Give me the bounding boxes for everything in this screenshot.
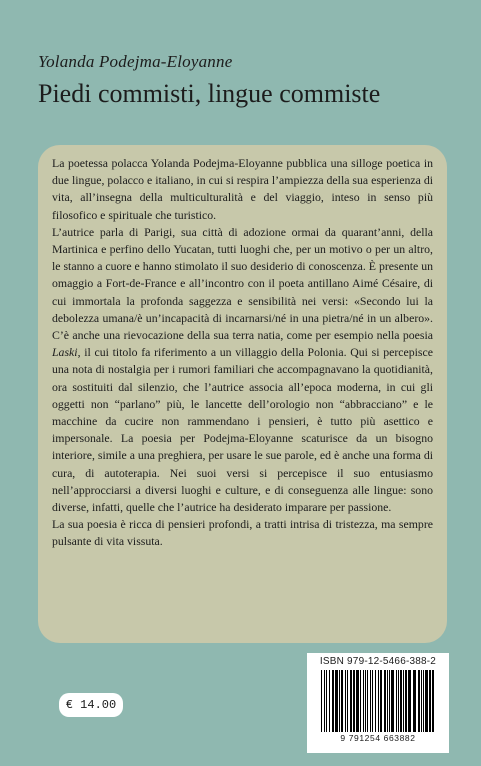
blurb-paragraph-1: La poetessa polacca Yolanda Podejma-Eloyanne pubblica una silloge poetica in due lingue, polacco e italiano, in cui si respira l’ampiezza della sua esperienza di vita, all’insegna della multiculturalità e del viaggio, inteso in senso più filosofico e spirituale che turistico. [52,156,433,222]
isbn-label: ISBN 979-12-5466-388-2 [319,656,437,667]
isbn-barcode-box [307,653,449,753]
blurb-paragraph-2-part-b: , il cui titolo fa riferimento a un villaggio della Polonia. Qui si percepisce una nota di nostalgia per i rumori familiari che accompagnavano la quotidianità, ora sostituiti dal silenzio, che l’autrice associa all’epoca moderna, in cui gli oggetti non “parlano” più, le lancette dell’orologio non “abbracciano” e le macchine da cucire non rammendano i pensieri, è tutto più asettico e impersonale. La poesia per Podejma-Eloyanne scaturisce da un bisogno interiore, simile a una preghiera, per usare le sue parole, ed è anche una forma di cura, di autoterapia. Nei suoi versi si percepisce il suo entusiasmo nell’approcciarsi a diversi luoghi e culture, e di conseguenza alle lingue: sono diverse, infatti, quelle che l’autrice ha desiderato imparare per passione. [52,345,433,515]
blurb-paragraph-2 [52,224,433,516]
poem-title-italic: Laski [52,345,78,360]
barcode-icon [319,670,437,732]
ean-digits: 9 791254 663882 [340,733,416,743]
blurb-paragraph-2-part-a: L’autrice parla di Parigi, sua città di adozione ormai da quarant’anni, della Martinica e perfino dello Yucatan, tutti luoghi che, per un motivo o per un altro, le stanno a cuore e hanno stimolato il suo desiderio di conoscenza. È presente un omaggio a Fort-de-France e all’incontro con il poeta antillano Aimé Césaire, di cui immortala la profonda saggezza e sensibilità nei versi: «Secondo lui la debolezza umana/è un’incapacità di incarnarsi/né in una pietra/né in un albero». C’è anche una rievocazione della sua terra natia, come per esempio nella poesia [52,224,433,343]
back-cover-blurb [38,145,447,643]
price-tag: € 14.00 [59,693,123,717]
book-title: Piedi commisti, lingue commiste [38,79,381,108]
author-name: Yolanda Podejma-Eloyanne [38,52,233,71]
blurb-paragraph-3: La sua poesia è ricca di pensieri profondi, a tratti intrisa di tristezza, ma sempre pulsante di vita vissuta. [52,517,433,549]
